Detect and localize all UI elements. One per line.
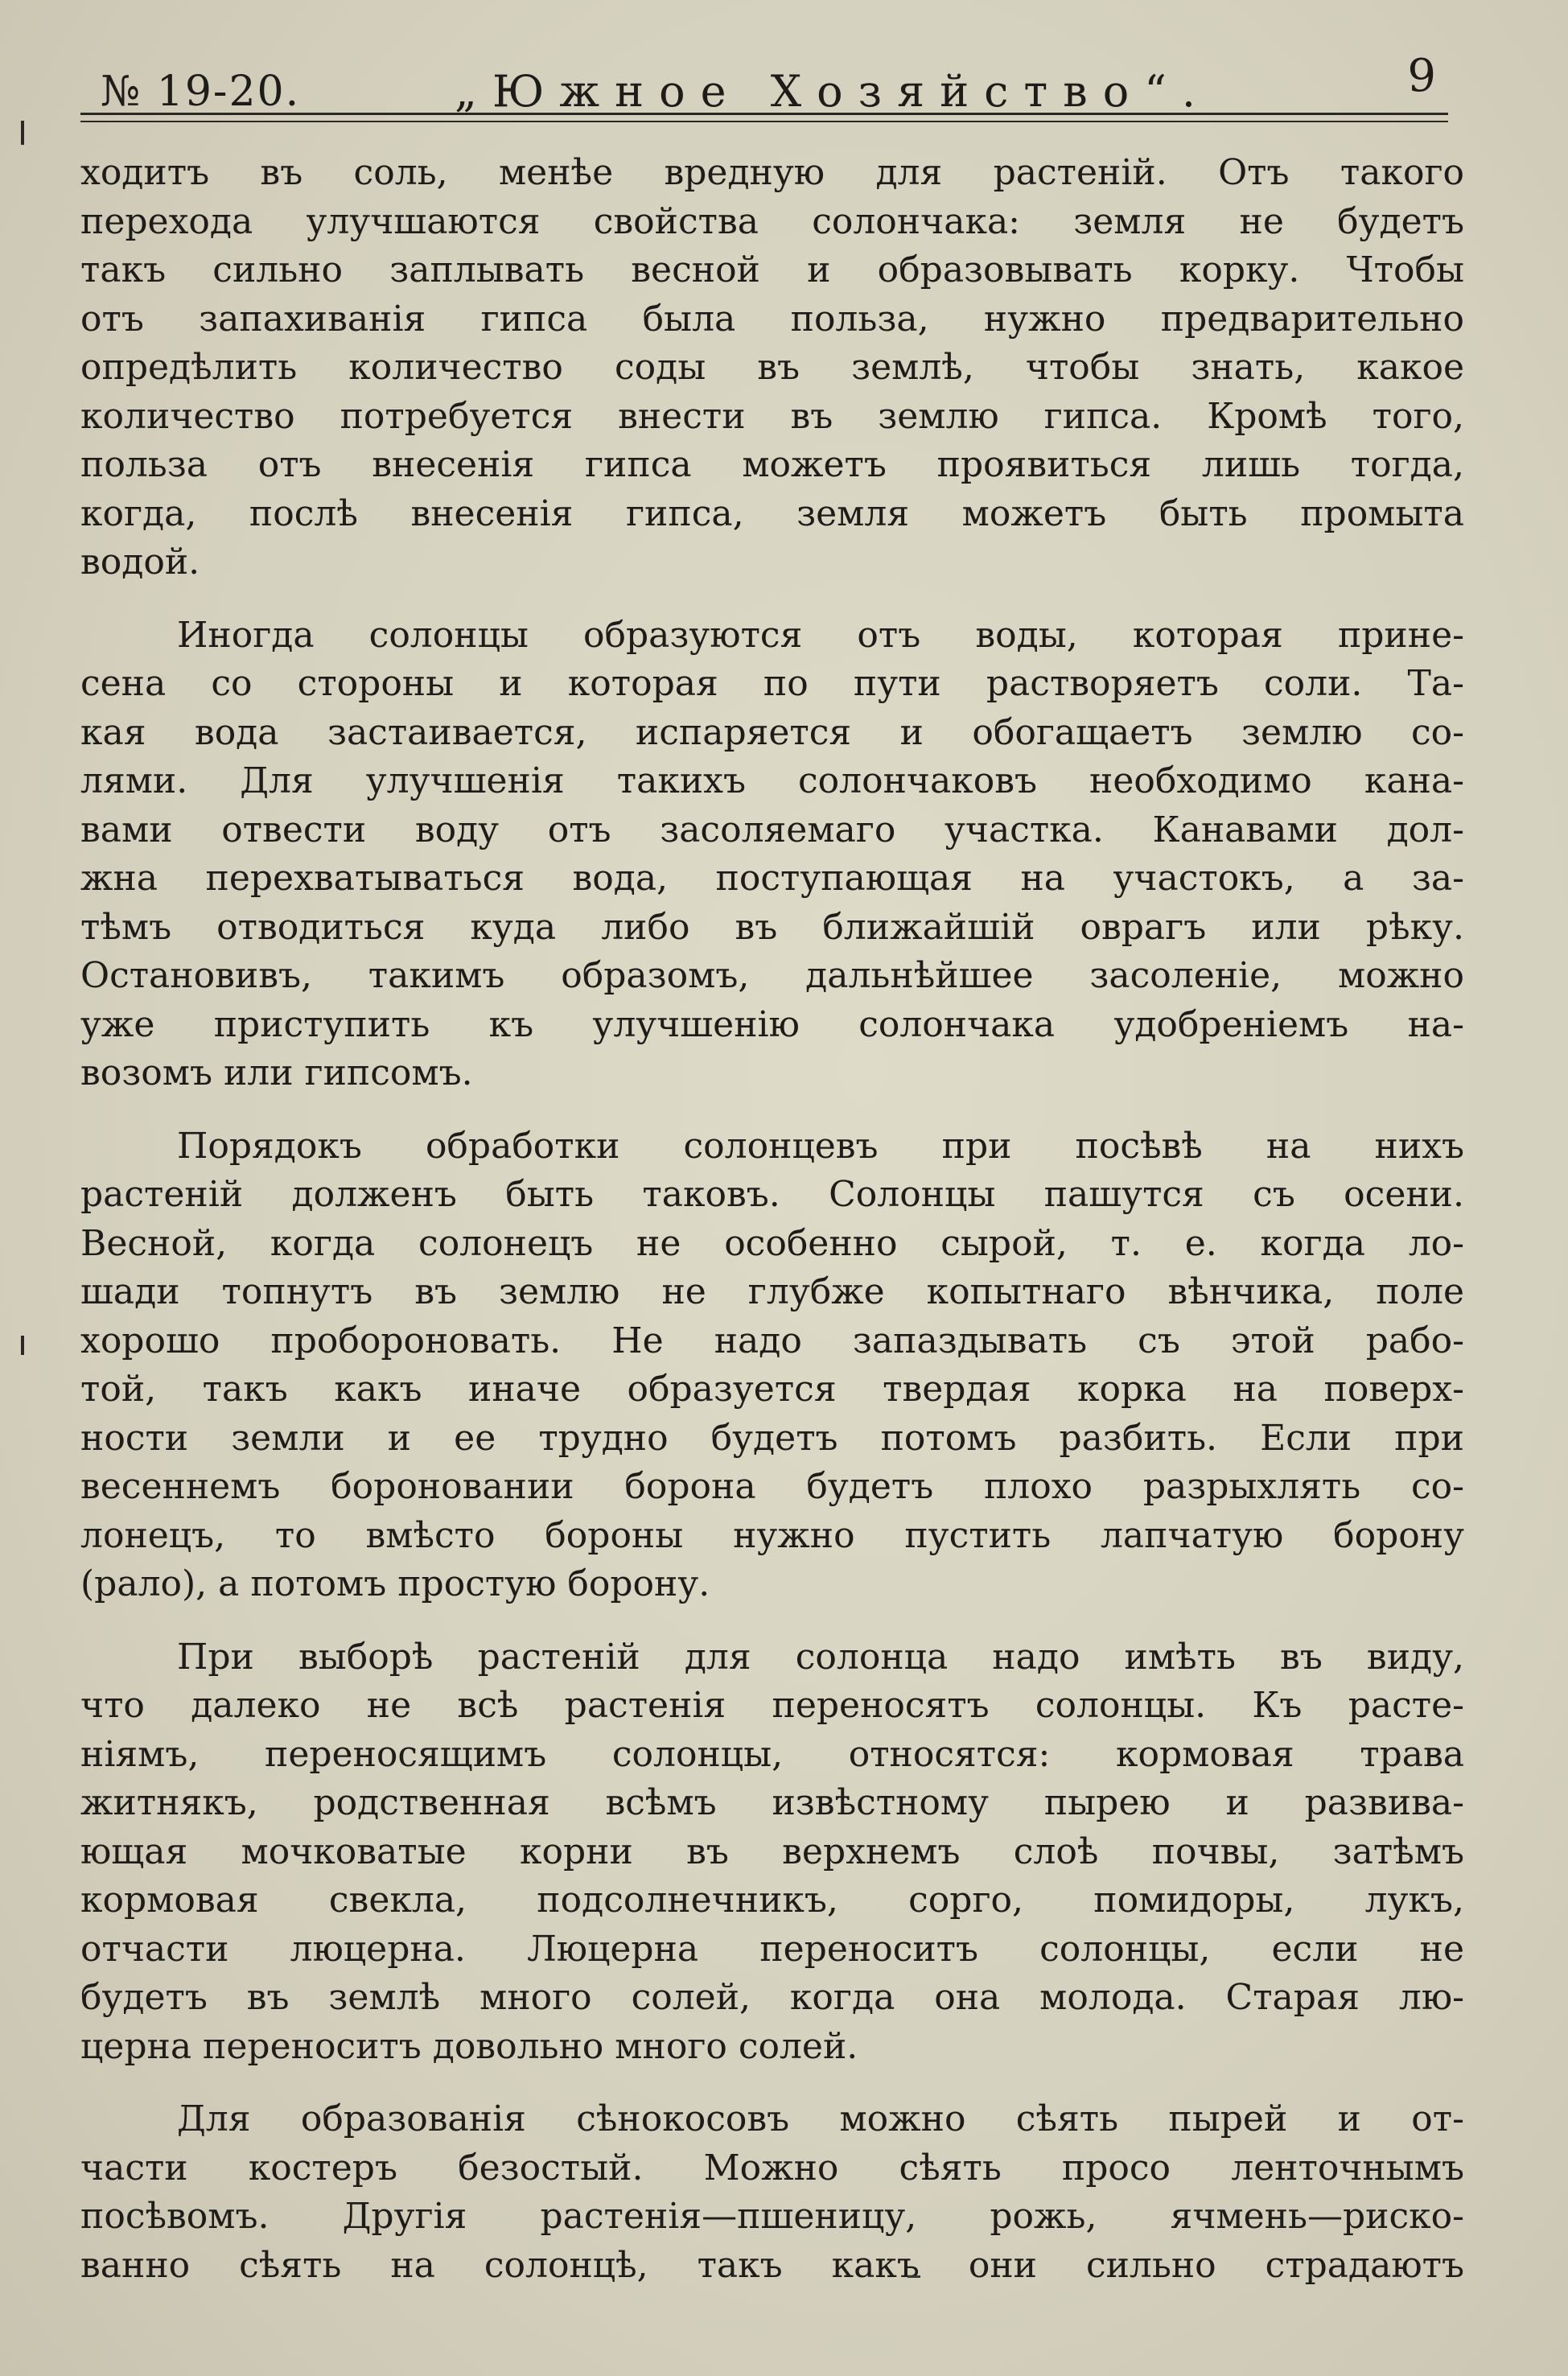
text-line: опредѣлить количество соды въ землѣ, чтобы знать, какое (80, 347, 1464, 388)
text-line: ніямъ, переносящимъ солонцы, относятся: кормовая трава (80, 1733, 1464, 1775)
page-bottom-mark (907, 2275, 920, 2278)
text-line: отчасти люцерна. Люцерна переноситъ солонцы, если не (80, 1928, 1464, 1970)
paragraph (80, 1122, 1464, 1609)
margin-mark (21, 1336, 24, 1355)
margin-mark (21, 121, 24, 145)
text-line: когда, послѣ внесенія гипса, земля можетъ быть промыта (80, 492, 1464, 534)
text-line: ности земли и ее трудно будетъ потомъ разбить. Если при (80, 1417, 1464, 1459)
text-line: кормовая свекла, подсолнечникъ, сорго, помидоры, лукъ, (80, 1880, 1464, 1921)
text-line: лями. Для улучшенія такихъ солончаковъ необходимо кана- (80, 760, 1464, 801)
article-body (80, 149, 1464, 2314)
text-line: Остановивъ, такимъ образомъ, дальнѣйшее засоленіе, можно (80, 955, 1464, 996)
text-line: водой. (80, 541, 200, 583)
text-line: шади топнутъ въ землю не глубже копытнаго вѣнчика, поле (80, 1271, 1464, 1312)
text-line: вами отвести воду отъ засоляемаго участка. Канавами дол- (80, 809, 1464, 850)
text-line: будетъ въ землѣ много солей, когда она молода. Старая лю- (80, 1977, 1464, 2018)
text-line: При выборѣ растеній для солонца надо имѣть въ виду, (177, 1636, 1464, 1678)
running-header (93, 50, 1452, 122)
header-rule-thick (80, 113, 1448, 115)
text-line: Весной, когда солонецъ не особенно сырой, т. е. когда ло- (80, 1222, 1464, 1264)
text-line: ющая мочковатые корни въ верхнемъ слоѣ почвы, затѣмъ (80, 1830, 1464, 1872)
issue-number: № 19-20. (101, 68, 301, 116)
text-line: Для образованія сѣнокосовъ можно сѣять пырей и от- (177, 2098, 1464, 2139)
paragraph (80, 1633, 1464, 2072)
text-line: польза отъ внесенія гипса можетъ проявиться лишь тогда, (80, 444, 1464, 485)
text-line: хорошо пробороновать. Не надо запаздывать съ этой рабо- (80, 1320, 1464, 1361)
text-line: той, такъ какъ иначе образуется твердая корка на поверх- (80, 1369, 1464, 1410)
text-line: лонецъ, то вмѣсто бороны нужно пустить лапчатую борону (80, 1514, 1464, 1556)
text-line: отъ запахиванія гипса была польза, нужно предварительно (80, 298, 1464, 340)
text-line: кая вода застаивается, испаряется и обогащаетъ землю со- (80, 711, 1464, 753)
paragraph (80, 612, 1464, 1098)
text-line: уже приступить къ улучшенію солончака удобреніемъ на- (80, 1003, 1464, 1045)
text-line: житнякъ, родственная всѣмъ извѣстному пырею и развива- (80, 1782, 1464, 1823)
text-line: части костеръ безостый. Можно сѣять просо ленточнымъ (80, 2147, 1464, 2189)
text-line: перехода улучшаются свойства солончака: земля не будетъ (80, 200, 1464, 242)
text-line: ванно сѣять на солонцѣ, такъ какъ они сильно страдаютъ (80, 2244, 1464, 2286)
text-line: такъ сильно заплывать весной и образовывать корку. Чтобы (80, 249, 1464, 290)
page-number: 9 (1407, 50, 1436, 102)
text-line: (рало), а потомъ простую борону. (80, 1563, 710, 1604)
text-line: возомъ или гипсомъ. (80, 1052, 473, 1093)
header-rule-thin (80, 121, 1448, 122)
journal-title: „Южное Хозяйство“. (455, 66, 1211, 117)
text-line: посѣвомъ. Другія растенія—пшеницу, рожь, ячмень—риско- (80, 2196, 1464, 2237)
text-line: сена со стороны и которая по пути растворяетъ соли. Та- (80, 663, 1464, 704)
text-line: тѣмъ отводиться куда либо въ ближайшій оврагъ или рѣку. (80, 906, 1464, 948)
paragraph (80, 2095, 1464, 2290)
text-line: количество потребуется внести въ землю гипса. Кромѣ того, (80, 395, 1464, 437)
text-line: церна переноситъ довольно много солей. (80, 2025, 858, 2067)
text-line: весеннемъ бороновании борона будетъ плохо разрыхлять со- (80, 1466, 1464, 1507)
text-line: ходитъ въ соль, менѣе вредную для растеній. Отъ такого (80, 152, 1464, 193)
text-line: Порядокъ обработки солонцевъ при посѣвѣ на нихъ (177, 1125, 1464, 1167)
paragraph (80, 149, 1464, 587)
text-line: что далеко не всѣ растенія переносятъ солонцы. Къ расте- (80, 1685, 1464, 1726)
text-line: растеній долженъ быть таковъ. Солонцы пашутся съ осени. (80, 1174, 1464, 1215)
text-line: Иногда солонцы образуются отъ воды, которая прине- (177, 614, 1464, 656)
text-line: жна перехватываться вода, поступающая на участокъ, а за- (80, 858, 1464, 899)
